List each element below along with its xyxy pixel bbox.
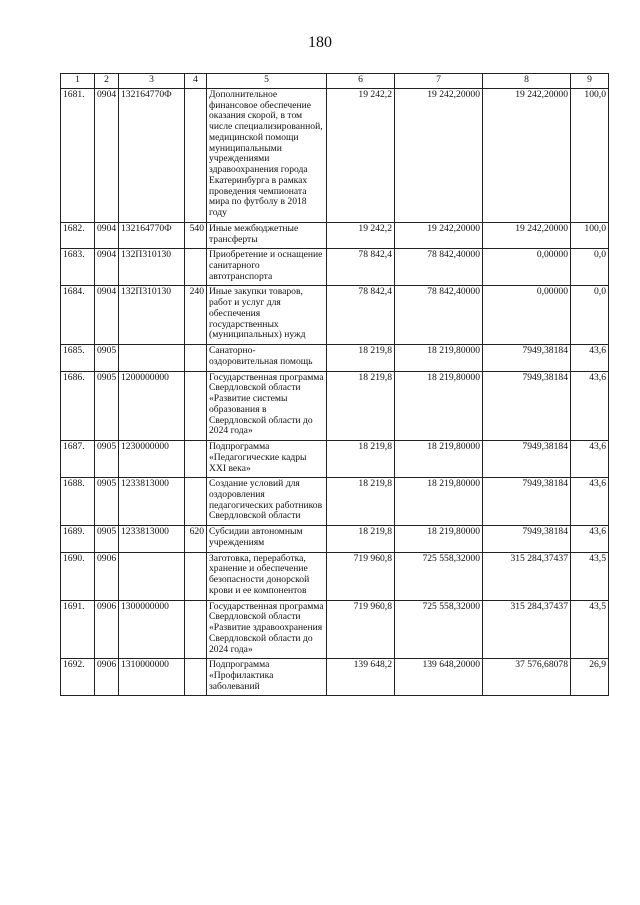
execution-percent: 43,5 <box>571 600 609 659</box>
row-number: 1688. <box>61 478 95 526</box>
item-name: Субсидии автономным учреждениям <box>207 526 327 552</box>
approved-amount: 719 960,8 <box>327 552 395 600</box>
section-code: 0905 <box>95 526 119 552</box>
executed-amount: 7949,38184 <box>483 526 571 552</box>
table-body <box>61 89 609 696</box>
table-row <box>61 441 609 478</box>
execution-percent: 43,6 <box>571 526 609 552</box>
row-number: 1687. <box>61 441 95 478</box>
expense-type-code <box>185 552 207 600</box>
approved-amount: 719 960,8 <box>327 600 395 659</box>
approved-amount: 18 219,8 <box>327 526 395 552</box>
header-cell: 4 <box>185 74 207 89</box>
item-name: Подпрограмма «Профилактика заболеваний <box>207 659 327 696</box>
execution-percent: 43,6 <box>571 478 609 526</box>
approved-amount: 18 219,8 <box>327 441 395 478</box>
approved-amount: 18 219,8 <box>327 345 395 371</box>
target-article-code: 132П310130 <box>119 249 185 286</box>
header-row <box>61 74 609 89</box>
table-row <box>61 659 609 696</box>
section-code: 0904 <box>95 249 119 286</box>
executed-amount: 7949,38184 <box>483 371 571 440</box>
expense-type-code: 240 <box>185 286 207 345</box>
table-row <box>61 478 609 526</box>
item-name: Государственная программа Свердловской области «Развитие системы образования в Свердловской области до 2024 года» <box>207 371 327 440</box>
budget-allocation: 725 558,32000 <box>395 600 483 659</box>
section-code: 0904 <box>95 286 119 345</box>
budget-allocation: 78 842,40000 <box>395 286 483 345</box>
target-article-code: 132П310130 <box>119 286 185 345</box>
section-code: 0905 <box>95 478 119 526</box>
approved-amount: 19 242,2 <box>327 222 395 248</box>
executed-amount: 0,00000 <box>483 286 571 345</box>
budget-allocation: 18 219,80000 <box>395 371 483 440</box>
execution-percent: 43,6 <box>571 371 609 440</box>
item-name: Государственная программа Свердловской области «Развитие здравоохранения Свердловской области до 2024 года» <box>207 600 327 659</box>
target-article-code: 1233813000 <box>119 478 185 526</box>
approved-amount: 18 219,8 <box>327 478 395 526</box>
executed-amount: 7949,38184 <box>483 478 571 526</box>
expense-type-code <box>185 478 207 526</box>
row-number: 1682. <box>61 222 95 248</box>
item-name: Дополнительное финансовое обеспечение оказания скорой, в том числе специализированной, медицинской помощи муниципальными учреждениями здравоохранения города Екатеринбурга в рамках проведения чемпионата мира по футболу в 2018 году <box>207 89 327 223</box>
header-cell: 5 <box>207 74 327 89</box>
section-code: 0906 <box>95 552 119 600</box>
budget-allocation: 18 219,80000 <box>395 478 483 526</box>
header-cell: 9 <box>571 74 609 89</box>
section-code: 0906 <box>95 600 119 659</box>
target-article-code: 132164770Ф <box>119 222 185 248</box>
approved-amount: 139 648,2 <box>327 659 395 696</box>
row-number: 1692. <box>61 659 95 696</box>
table-row <box>61 89 609 223</box>
item-name: Иные межбюджетные трансферты <box>207 222 327 248</box>
execution-percent: 26,9 <box>571 659 609 696</box>
section-code: 0905 <box>95 441 119 478</box>
header-cell: 8 <box>483 74 571 89</box>
budget-allocation: 18 219,80000 <box>395 441 483 478</box>
target-article-code: 1200000000 <box>119 371 185 440</box>
executed-amount: 19 242,20000 <box>483 222 571 248</box>
target-article-code: 1233813000 <box>119 526 185 552</box>
row-number: 1686. <box>61 371 95 440</box>
header-cell: 1 <box>61 74 95 89</box>
item-name: Иные закупки товаров, работ и услуг для обеспечения государственных (муниципальных) нужд <box>207 286 327 345</box>
budget-table <box>60 73 609 696</box>
budget-allocation: 19 242,20000 <box>395 89 483 223</box>
header-cell: 3 <box>119 74 185 89</box>
budget-allocation: 19 242,20000 <box>395 222 483 248</box>
approved-amount: 78 842,4 <box>327 249 395 286</box>
execution-percent: 43,6 <box>571 441 609 478</box>
row-number: 1683. <box>61 249 95 286</box>
section-code: 0905 <box>95 345 119 371</box>
execution-percent: 100,0 <box>571 222 609 248</box>
execution-percent: 100,0 <box>571 89 609 223</box>
expense-type-code: 540 <box>185 222 207 248</box>
budget-allocation: 78 842,40000 <box>395 249 483 286</box>
table-row <box>61 222 609 248</box>
execution-percent: 0,0 <box>571 249 609 286</box>
section-code: 0905 <box>95 371 119 440</box>
row-number: 1690. <box>61 552 95 600</box>
section-code: 0904 <box>95 89 119 223</box>
budget-allocation: 18 219,80000 <box>395 526 483 552</box>
executed-amount: 7949,38184 <box>483 345 571 371</box>
budget-allocation: 725 558,32000 <box>395 552 483 600</box>
item-name: Заготовка, переработка, хранение и обеспечение безопасности донорской крови и ее компонентов <box>207 552 327 600</box>
item-name: Приобретение и оснащение санитарного автотранспорта <box>207 249 327 286</box>
expense-type-code <box>185 659 207 696</box>
executed-amount: 0,00000 <box>483 249 571 286</box>
item-name: Создание условий для оздоровления педагогических работников Свердловской области <box>207 478 327 526</box>
row-number: 1689. <box>61 526 95 552</box>
execution-percent: 43,6 <box>571 345 609 371</box>
executed-amount: 315 284,37437 <box>483 600 571 659</box>
item-name: Подпрограмма «Педагогические кадры XXI века» <box>207 441 327 478</box>
budget-allocation: 18 219,80000 <box>395 345 483 371</box>
budget-allocation: 139 648,20000 <box>395 659 483 696</box>
expense-type-code <box>185 371 207 440</box>
expense-type-code <box>185 89 207 223</box>
expense-type-code <box>185 345 207 371</box>
executed-amount: 7949,38184 <box>483 441 571 478</box>
target-article-code <box>119 552 185 600</box>
execution-percent: 0,0 <box>571 286 609 345</box>
table-row <box>61 345 609 371</box>
target-article-code: 132164770Ф <box>119 89 185 223</box>
section-code: 0904 <box>95 222 119 248</box>
row-number: 1681. <box>61 89 95 223</box>
target-article-code: 1300000000 <box>119 600 185 659</box>
page-number: 180 <box>308 34 332 51</box>
row-number: 1684. <box>61 286 95 345</box>
executed-amount: 19 242,20000 <box>483 89 571 223</box>
table-row <box>61 526 609 552</box>
row-number: 1685. <box>61 345 95 371</box>
table-row <box>61 371 609 440</box>
execution-percent: 43,5 <box>571 552 609 600</box>
approved-amount: 78 842,4 <box>327 286 395 345</box>
target-article-code: 1310000000 <box>119 659 185 696</box>
row-number: 1691. <box>61 600 95 659</box>
approved-amount: 18 219,8 <box>327 371 395 440</box>
expense-type-code <box>185 249 207 286</box>
table-row <box>61 600 609 659</box>
target-article-code <box>119 345 185 371</box>
section-code: 0906 <box>95 659 119 696</box>
header-cell: 2 <box>95 74 119 89</box>
table-row <box>61 286 609 345</box>
expense-type-code <box>185 441 207 478</box>
header-cell: 7 <box>395 74 483 89</box>
table-row <box>61 249 609 286</box>
executed-amount: 315 284,37437 <box>483 552 571 600</box>
item-name: Санаторно-оздоровительная помощь <box>207 345 327 371</box>
executed-amount: 37 576,68078 <box>483 659 571 696</box>
header-cell: 6 <box>327 74 395 89</box>
expense-type-code: 620 <box>185 526 207 552</box>
table-row <box>61 552 609 600</box>
expense-type-code <box>185 600 207 659</box>
approved-amount: 19 242,2 <box>327 89 395 223</box>
target-article-code: 1230000000 <box>119 441 185 478</box>
